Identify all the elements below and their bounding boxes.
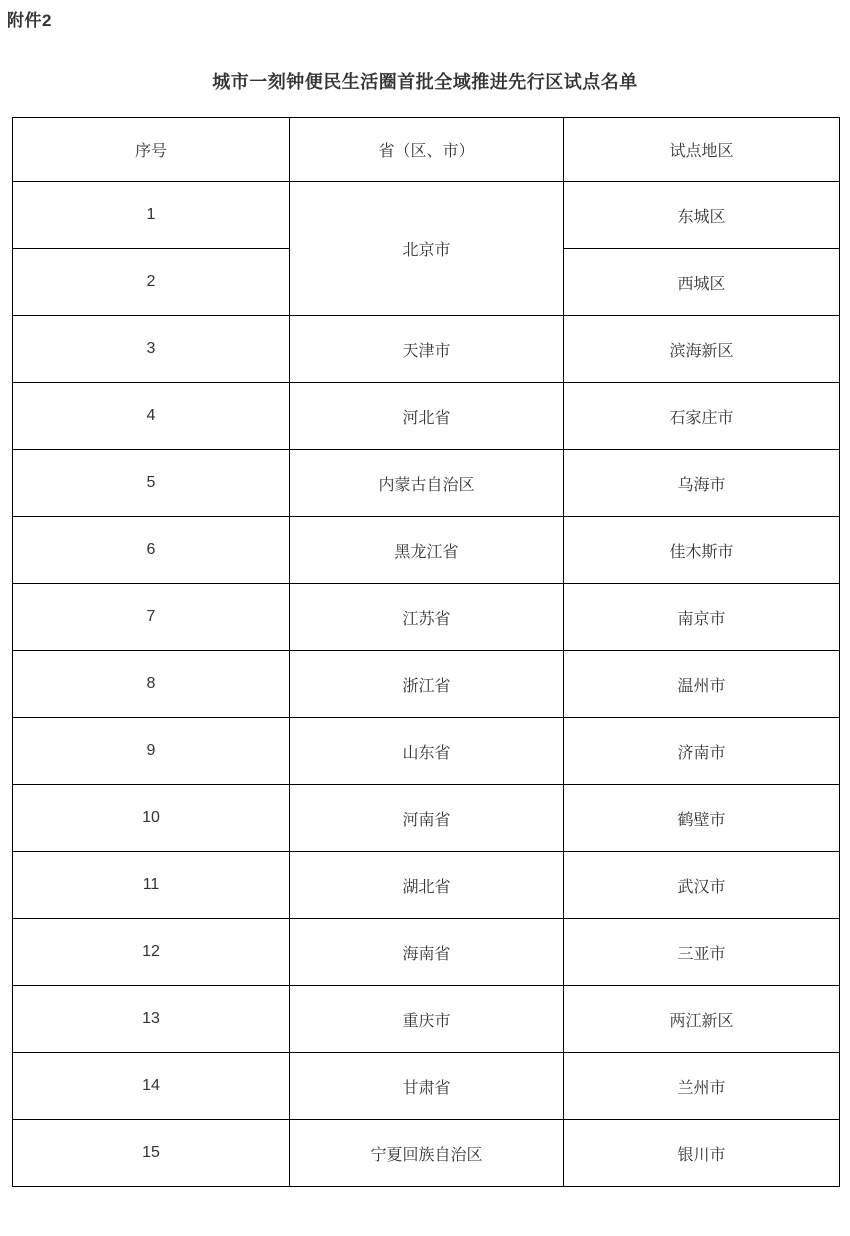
cell-area: 银川市 — [564, 1120, 840, 1187]
cell-province: 内蒙古自治区 — [290, 450, 564, 517]
cell-province: 甘肃省 — [290, 1053, 564, 1120]
cell-province: 山东省 — [290, 718, 564, 785]
cell-area: 滨海新区 — [564, 316, 840, 383]
cell-area: 石家庄市 — [564, 383, 840, 450]
table-row — [13, 651, 840, 718]
pilot-areas-table — [12, 117, 840, 1187]
cell-province: 湖北省 — [290, 852, 564, 919]
cell-area: 佳木斯市 — [564, 517, 840, 584]
cell-no: 2 — [13, 249, 290, 316]
table-row — [13, 919, 840, 986]
cell-area: 乌海市 — [564, 450, 840, 517]
cell-province: 宁夏回族自治区 — [290, 1120, 564, 1187]
cell-area: 温州市 — [564, 651, 840, 718]
cell-no: 14 — [13, 1053, 290, 1120]
cell-province: 黑龙江省 — [290, 517, 564, 584]
table-row — [13, 316, 840, 383]
table-row — [13, 450, 840, 517]
table-row — [13, 517, 840, 584]
cell-area: 南京市 — [564, 584, 840, 651]
cell-no: 13 — [13, 986, 290, 1053]
cell-no: 12 — [13, 919, 290, 986]
header-no: 序号 — [13, 118, 290, 182]
header-province: 省（区、市） — [290, 118, 564, 182]
cell-area: 两江新区 — [564, 986, 840, 1053]
cell-province: 河北省 — [290, 383, 564, 450]
cell-province: 海南省 — [290, 919, 564, 986]
table-row — [13, 584, 840, 651]
cell-area: 武汉市 — [564, 852, 840, 919]
table-row — [13, 785, 840, 852]
document-title: 城市一刻钟便民生活圈首批全域推进先行区试点名单 — [212, 72, 638, 92]
cell-no: 6 — [13, 517, 290, 584]
header-area: 试点地区 — [564, 118, 840, 182]
table-row — [13, 852, 840, 919]
table-row — [13, 182, 840, 249]
attachment-label: 附件2 — [7, 11, 52, 30]
table-header-row — [13, 118, 840, 182]
cell-no: 3 — [13, 316, 290, 383]
cell-area: 济南市 — [564, 718, 840, 785]
cell-no: 7 — [13, 584, 290, 651]
cell-province: 江苏省 — [290, 584, 564, 651]
cell-no: 4 — [13, 383, 290, 450]
cell-no: 5 — [13, 450, 290, 517]
table-row — [13, 986, 840, 1053]
cell-province: 河南省 — [290, 785, 564, 852]
cell-province: 重庆市 — [290, 986, 564, 1053]
table-row — [13, 1053, 840, 1120]
cell-no: 1 — [13, 182, 290, 249]
table-row — [13, 718, 840, 785]
cell-no: 8 — [13, 651, 290, 718]
cell-area: 西城区 — [564, 249, 840, 316]
cell-no: 10 — [13, 785, 290, 852]
table-row — [13, 1120, 840, 1187]
cell-province: 浙江省 — [290, 651, 564, 718]
cell-area: 东城区 — [564, 182, 840, 249]
cell-province: 天津市 — [290, 316, 564, 383]
cell-no: 15 — [13, 1120, 290, 1187]
cell-area: 兰州市 — [564, 1053, 840, 1120]
cell-area: 鹤壁市 — [564, 785, 840, 852]
table-row — [13, 383, 840, 450]
cell-no: 9 — [13, 718, 290, 785]
cell-province: 北京市 — [290, 182, 564, 316]
cell-area: 三亚市 — [564, 919, 840, 986]
cell-no: 11 — [13, 852, 290, 919]
